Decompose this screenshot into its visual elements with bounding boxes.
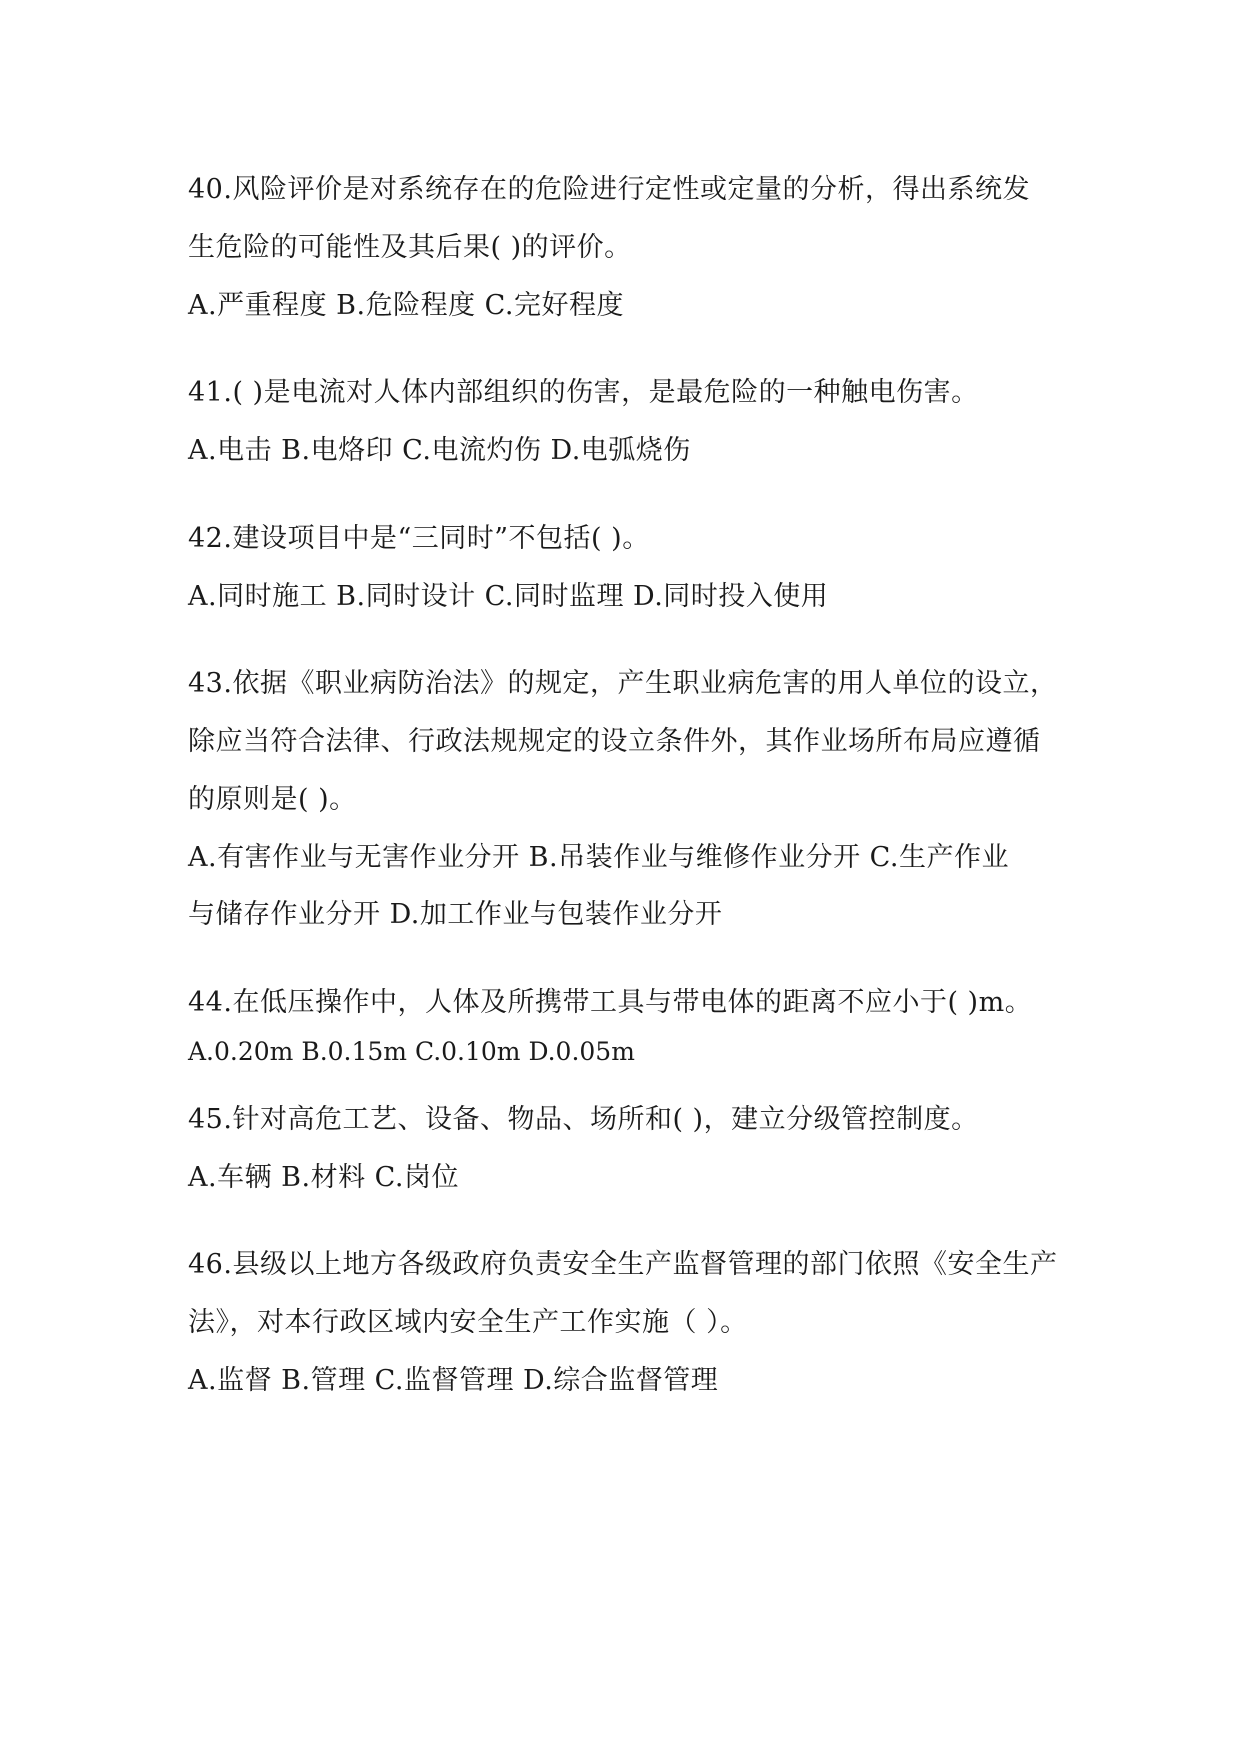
question-41-options: A.电击 B.电烙印 C.电流灼伤 D.电弧烧伤 [188, 435, 691, 466]
question-43-options-line-2: 与储存作业分开 D.加工作业与包装作业分开 [188, 899, 723, 930]
question-43-line-1: 43.依据《职业病防治法》的规定，产生职业病危害的用人单位的设立， [188, 668, 1058, 699]
question-45-options: A.车辆 B.材料 C.岗位 [188, 1162, 459, 1193]
question-46-line-1: 46.县级以上地方各级政府负责安全生产监督管理的部门依照《安全生产 [188, 1249, 1058, 1280]
question-40-line-2: 生危险的可能性及其后果( )的评价。 [188, 232, 632, 263]
question-42-line-1: 42.建设项目中是“三同时”不包括( )。 [188, 523, 650, 554]
question-45-line-1: 45.针对高危工艺、设备、物品、场所和( )，建立分级管控制度。 [188, 1104, 979, 1135]
question-44-options: A.0.20m B.0.15m C.0.10m D.0.05m [188, 1037, 635, 1066]
question-43-line-3: 的原则是( )。 [188, 784, 357, 815]
question-41-line-1: 41.( )是电流对人体内部组织的伤害，是最危险的一种触电伤害。 [188, 377, 979, 408]
question-43-options-line-1: A.有害作业与无害作业分开 B.吊装作业与维修作业分开 C.生产作业 [188, 842, 1009, 873]
question-44-line-1: 44.在低压操作中，人体及所携带工具与带电体的距离不应小于( )m。 [188, 987, 1033, 1018]
question-40-line-1: 40.风险评价是对系统存在的危险进行定性或定量的分析，得出系统发 [188, 174, 1030, 205]
question-46-options: A.监督 B.管理 C.监督管理 D.综合监督管理 [188, 1365, 719, 1396]
question-42-options: A.同时施工 B.同时设计 C.同时监理 D.同时投入使用 [188, 581, 829, 612]
question-43-line-2: 除应当符合法律、行政法规规定的设立条件外，其作业场所布局应遵循 [188, 726, 1041, 757]
question-40-options: A.严重程度 B.危险程度 C.完好程度 [188, 290, 624, 321]
question-46-line-2: 法》，对本行政区域内安全生产工作实施（ ）。 [188, 1307, 748, 1338]
